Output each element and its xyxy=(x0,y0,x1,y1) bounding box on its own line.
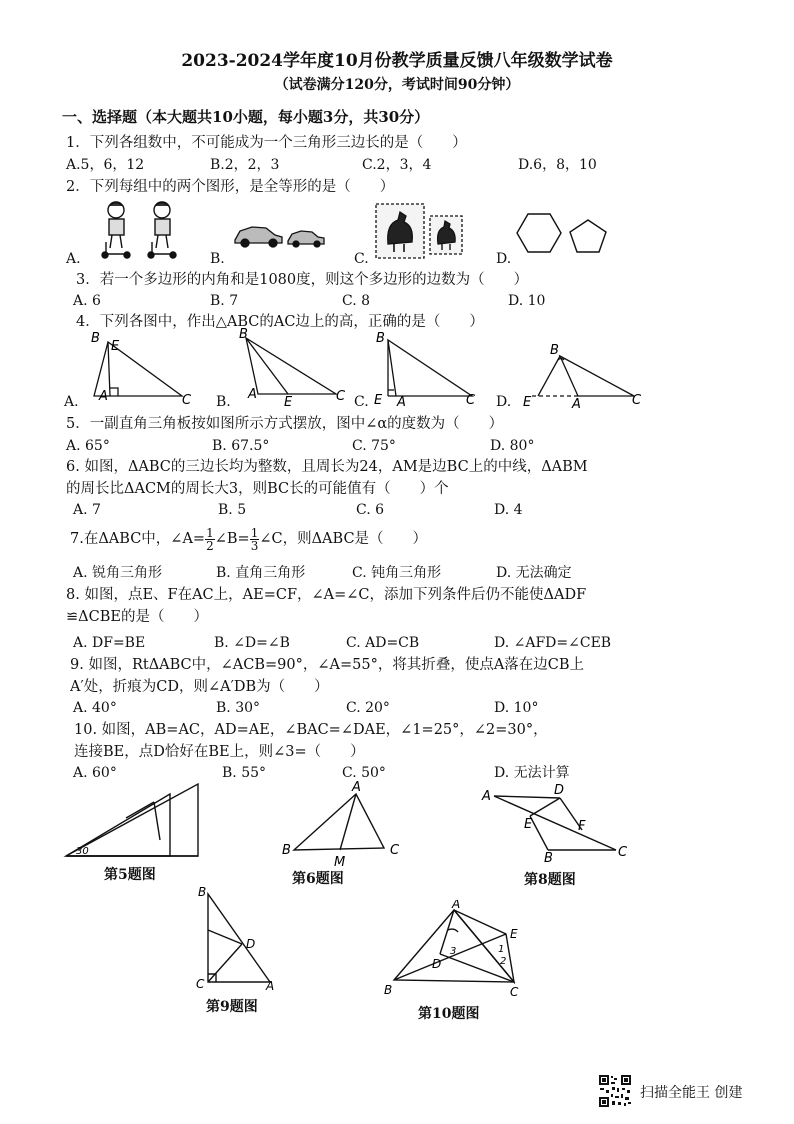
q3-option-a: A. 6 xyxy=(73,293,101,309)
q4b-label-a: A xyxy=(248,387,257,402)
q3-option-c: C. 8 xyxy=(342,293,371,309)
q2-option-d: D. xyxy=(496,251,512,267)
q8-option-a: A. DF=BE xyxy=(73,635,146,651)
figure-6-caption: 第6题图 xyxy=(292,871,344,887)
q2-option-b: B. xyxy=(210,251,225,267)
q4-option-b: B. xyxy=(216,394,231,410)
figure-8-label-b: B xyxy=(544,851,553,866)
figure-6-triangle-median xyxy=(278,778,408,870)
q2-figure-c-rooster-stamps xyxy=(374,202,466,260)
figure-10-label-c: C xyxy=(510,985,519,999)
qr-code-icon xyxy=(598,1074,632,1108)
scanner-watermark xyxy=(598,1074,788,1110)
figure-9-folded-triangle xyxy=(194,884,284,992)
q5-option-a: A. 65° xyxy=(66,438,110,454)
section-heading: 一、选择题（本大题共10小题，每小题3分，共30分） xyxy=(62,108,430,126)
q7-stem-pre: 7.在ΔABC中，∠A= xyxy=(70,531,206,547)
q4d-label-c: C xyxy=(632,393,642,408)
q4-option-d: D. xyxy=(496,394,512,410)
figure-5-set-squares xyxy=(62,780,204,862)
q1-option-b: B.2，2，3 xyxy=(210,157,280,173)
q1-stem: 1．下列各组数中，不可能成为一个三角形三边长的是（ ） xyxy=(66,135,467,151)
q5-option-d: D. 80° xyxy=(490,438,535,454)
watermark-text: 扫描全能王 创建 xyxy=(640,1085,743,1101)
figure-5-caption: 第5题图 xyxy=(104,867,156,883)
q4a-label-a: A xyxy=(99,389,108,404)
q4b-label-c: C xyxy=(336,389,346,404)
q7-frac1-den: 2 xyxy=(206,538,214,553)
q2-stem: 2．下列每组中的两个图形，是全等形的是（ ） xyxy=(66,179,395,195)
q2-figure-d-hexagon-pentagon xyxy=(516,208,612,258)
q7-option-b: B. 直角三角形 xyxy=(216,565,306,581)
q8-option-d: D. ∠AFD=∠CEB xyxy=(494,635,612,651)
q4b-label-b: B xyxy=(239,327,248,342)
q4-figure-b xyxy=(232,326,348,406)
q4c-label-e: E xyxy=(374,393,383,408)
q9-line1: 9. 如图，RtΔABC中，∠ACB=90°，∠A=55°，将其折叠，使点A落在边CB上 xyxy=(70,657,585,673)
q7-fraction-third xyxy=(250,527,260,552)
figure-8-parallelogram xyxy=(480,782,632,866)
q3-option-d: D. 10 xyxy=(508,293,546,309)
q4d-label-b: B xyxy=(550,343,559,358)
figure-10-label-1: 1 xyxy=(498,944,505,955)
q9-option-c: C. 20° xyxy=(346,700,390,716)
q4c-label-b: B xyxy=(376,331,385,346)
q7-option-d: D. 无法确定 xyxy=(496,565,572,581)
figure-9-label-c: C xyxy=(196,977,205,991)
figure-10-label-e: E xyxy=(510,927,518,941)
q7-option-a: A. 锐角三角形 xyxy=(73,565,163,581)
q9-option-d: D. 10° xyxy=(494,700,539,716)
figure-8-label-d: D xyxy=(554,783,565,798)
q3-option-b: B. 7 xyxy=(210,293,239,309)
q4c-label-a: A xyxy=(397,395,406,408)
q2-figure-b-cars xyxy=(232,222,328,250)
q7-frac2-den: 3 xyxy=(250,538,259,553)
figure-8-label-e: E xyxy=(524,817,533,832)
figure-9-label-d: D xyxy=(246,937,256,951)
q6-option-a: A. 7 xyxy=(73,502,101,518)
q2-option-a: A. xyxy=(66,251,81,267)
q1-option-a: A.5，6，12 xyxy=(66,157,145,173)
q4b-label-e: E xyxy=(284,395,293,406)
q2-figure-a-children-on-scooters xyxy=(96,198,196,260)
q7-stem-post: ∠C，则ΔABC是（ ） xyxy=(259,531,428,547)
q6-option-c: C. 6 xyxy=(356,502,385,518)
q4-figure-d xyxy=(518,340,648,410)
q4a-label-e: E xyxy=(111,339,120,354)
q6-line1: 6. 如图，ΔABC的三边长均为整数，且周长为24，AM是边BC上的中线，ΔABM xyxy=(66,459,588,475)
q7-frac1-num: 1 xyxy=(206,525,214,540)
q2-option-c: C. xyxy=(354,251,369,267)
q10-option-b: B. 55° xyxy=(222,765,267,781)
q7-stem xyxy=(70,526,427,552)
figure-8-caption: 第8题图 xyxy=(524,872,576,888)
q4d-label-a: A xyxy=(572,397,581,410)
q10-option-a: A. 60° xyxy=(73,765,117,781)
figure-10-label-a: A xyxy=(452,900,461,911)
figure-8-label-f: F xyxy=(578,819,586,834)
q7-option-c: C. 钝角三角形 xyxy=(352,565,442,581)
q7-frac2-num: 1 xyxy=(250,525,259,540)
q7-stem-mid: ∠B= xyxy=(214,531,250,547)
q4-figure-c xyxy=(370,330,478,408)
figure-6-label-a: A xyxy=(352,780,361,795)
figure-9-label-b: B xyxy=(198,885,207,899)
figure-6-label-b: B xyxy=(282,843,291,858)
q8-option-c: C. AD=CB xyxy=(346,635,420,651)
q6-option-d: D. 4 xyxy=(494,502,523,518)
figure-10-triangles xyxy=(382,900,534,1000)
figure-8-label-c: C xyxy=(618,845,628,860)
q1-option-d: D.6，8，10 xyxy=(518,157,597,173)
figure-10-caption: 第10题图 xyxy=(418,1006,480,1022)
q6-option-b: B. 5 xyxy=(218,502,247,518)
figure-10-label-d: D xyxy=(432,957,442,971)
exam-subtitle: （试卷满分120分，考试时间90分钟） xyxy=(274,77,520,93)
q4c-label-c: C xyxy=(466,393,476,408)
figure-10-label-b: B xyxy=(384,983,393,997)
q5-stem: 5．一副直角三角板按如图所示方式摆放，图中∠α的度数为（ ） xyxy=(66,416,504,432)
q3-stem: 3．若一个多边形的内角和是1080度，则这个多边形的边数为（ ） xyxy=(76,272,529,288)
q8-line2: ≌ΔCBE的是（ ） xyxy=(66,609,208,625)
q1-option-c: C.2，3，4 xyxy=(362,157,432,173)
q9-option-b: B. 30° xyxy=(216,700,261,716)
q9-line2: A′处，折痕为CD，则∠A′DB为（ ） xyxy=(70,679,329,695)
figure-10-label-2: 2 xyxy=(500,956,507,967)
figure-6-label-m: M xyxy=(334,855,346,870)
q9-option-a: A. 40° xyxy=(73,700,117,716)
q5-option-c: C. 75° xyxy=(352,438,396,454)
q4-figure-a xyxy=(86,330,196,406)
q4-option-c: C. xyxy=(354,394,369,410)
q4a-label-b: B xyxy=(91,331,100,346)
exam-title: 2023-2024学年度10月份教学质量反馈八年级数学试卷 xyxy=(181,51,613,71)
figure-8-label-a: A xyxy=(482,789,491,804)
q4-stem: 4．下列各图中，作出△ABC的AC边上的高，正确的是（ ） xyxy=(76,314,484,330)
figure-5-label-30: 30 xyxy=(76,846,89,857)
q4-option-a: A. xyxy=(64,394,79,410)
q10-option-d: D. 无法计算 xyxy=(494,765,570,781)
q10-line2: 连接BE，点D恰好在BE上，则∠3=（ ） xyxy=(74,744,365,760)
q8-line1: 8. 如图，点E、F在AC上，AE=CF，∠A=∠C，添加下列条件后仍不能使ΔADF xyxy=(66,587,587,603)
q7-fraction-half xyxy=(205,527,215,552)
q6-line2: 的周长比ΔACM的周长大3，则BC长的可能值有（ ）个 xyxy=(66,481,449,497)
figure-6-label-c: C xyxy=(390,843,400,858)
figure-9-label-a: A xyxy=(266,979,275,992)
figure-10-label-3: 3 xyxy=(450,946,457,957)
q4a-label-c: C xyxy=(182,393,192,406)
q10-line1: 10. 如图，AB=AC，AD=AE，∠BAC=∠DAE，∠1=25°，∠2=30°， xyxy=(74,722,548,738)
q10-option-c: C. 50° xyxy=(342,765,386,781)
q5-option-b: B. 67.5° xyxy=(212,438,270,454)
q8-option-b: B. ∠D=∠B xyxy=(214,635,290,651)
q4d-label-e: E xyxy=(523,395,532,410)
figure-9-caption: 第9题图 xyxy=(206,999,258,1015)
